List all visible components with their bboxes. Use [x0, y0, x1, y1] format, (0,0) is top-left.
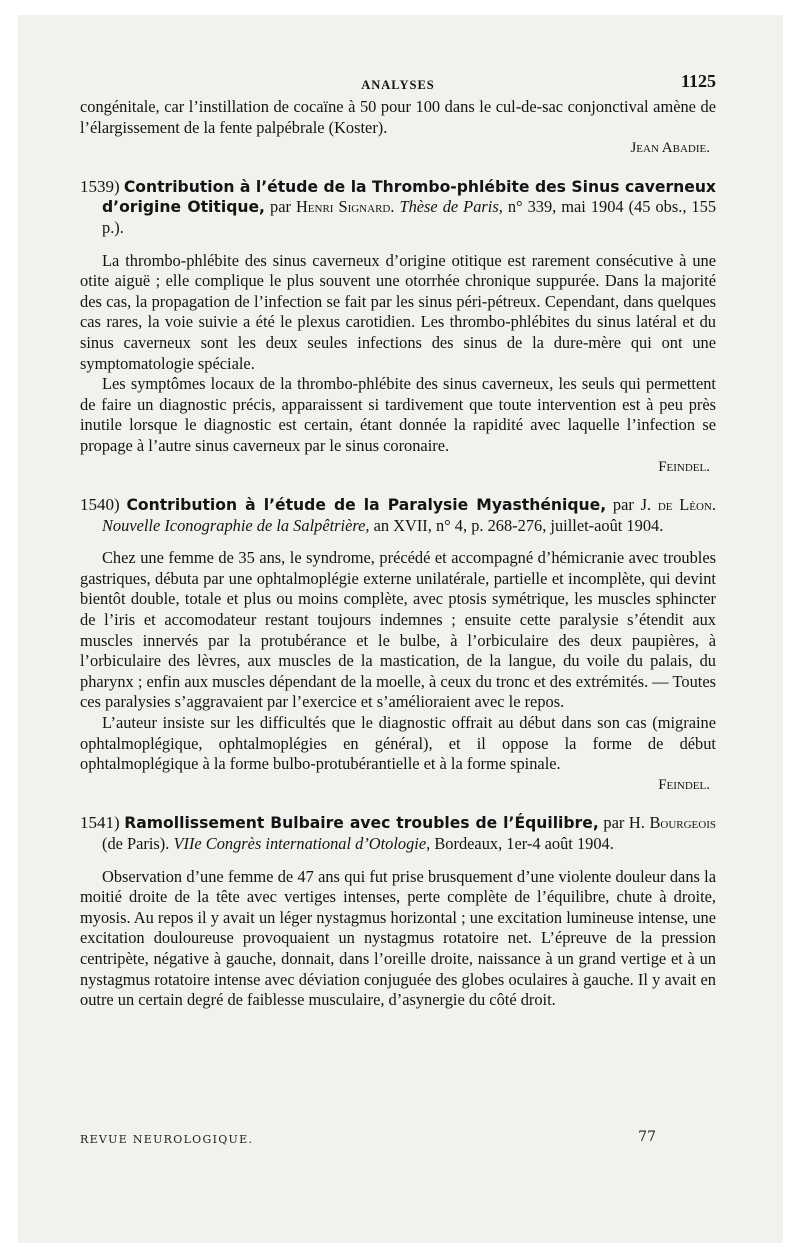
article-paragraph: La thrombo-phlébite des sinus caverneux d’origine otitique est rarement consécutive à une otite aiguë ; elle complique le plus souvent une otorrhée chronique suppurée. Dans la majorité des cas, la propagation de l’infection se fait par les sinus péri-pétreux. Cependant, dans quelques cas rares, la voie suivie a été le plexus carotidien. Les thrombo-phlébites du sinus latéral et du sinus caverneux sont les deux seules infections des sinus de la dure-mère qui ont une symptomatologie spéciale. — [80, 250, 716, 373]
author-prefix: par — [603, 813, 625, 833]
article-1539 — [80, 177, 716, 477]
article-author: J. de Léon. — [640, 495, 716, 515]
running-head-title: ANALYSES — [361, 78, 435, 92]
running-head — [80, 71, 716, 97]
page-footer — [80, 1129, 716, 1146]
footer-sheet-number: 77 — [638, 1129, 656, 1145]
intro-signature: Jean Abadie. — [630, 140, 710, 157]
article-number: 1539) — [80, 176, 120, 196]
article-paragraph: Chez une femme de 35 ans, le syndrome, précédé et accompagné d’hémicranie avec troubles gastriques, débuta par une ophtalmoplégie externe unilatérale, partielle et incomplète, qui devint bientôt double, totale et plus ou moins complète, avec ptosis symétrique, les muscles sphincter de l’iris et accomodateur restant toujours indemnes ; ensuite cette paralysie s’étendit aux muscles innervés par la protubérance et le bulbe, à l’orbiculaire des deux paupières, à l’orbiculaire des lèvres, aux muscles de la mastication, de la langue, du voile du palais, du pharynx ; enfin aux muscles dépendant de la moelle, à ceux du tronc et des extrémités. — Toutes ces paralysies s’aggravaient par l’exercice et s’amélioraient avec le repos. — [80, 548, 716, 712]
article-author: H. Bourgeois — [628, 813, 717, 833]
text-column — [80, 71, 716, 1011]
article-title: Ramollissement Bulbaire avec troubles de l’Équilibre, — [124, 814, 599, 833]
article-paragraph: Les symptômes locaux de la thrombo-phlébite des sinus caverneux, les seuls qui permettent de faire un diagnostic précis, apparaissent si tardivement que toute intervention est à peu près inutile lorsque le diagnostic est certain, étant donnée la rapidité avec laquelle l’infection se propage à l’autre sinus caverneux par le sinus coronaire. — [80, 374, 716, 455]
page-number: 1125 — [680, 71, 716, 91]
article-title: Contribution à l’étude de la Thrombo-phlébite des Sinus caverneux d’origine Otitique, — [102, 177, 716, 217]
footer-journal: REVUE NEUROLOGIQUE. — [80, 1133, 254, 1146]
article-title: Contribution à l’étude de la Paralysie Myasthénique, — [126, 496, 607, 515]
article-details: Bordeaux, 1er-4 août 1904. — [434, 834, 614, 853]
article-header — [80, 495, 716, 536]
article-source: Nouvelle Iconographie de la Salpêtrière, — [102, 515, 370, 535]
article-signature: Feindel. — [658, 776, 710, 793]
author-prefix: par — [612, 495, 634, 515]
article-details: an XVII, n° 4, p. 268-276, juillet-août 1904. — [373, 515, 664, 535]
article-source: VIIe Congrès international d’Otologie, — [173, 834, 431, 853]
article-header — [80, 813, 716, 854]
article-author: Henri Signard. — [295, 197, 395, 217]
article-header — [80, 177, 716, 239]
article-1540 — [80, 495, 716, 795]
article-1541 — [80, 813, 716, 1010]
article-signature: Feindel. — [658, 458, 710, 475]
article-paragraph: L’auteur insiste sur les difficultés que le diagnostic offrait au début dans son cas (migraine ophtalmoplégique, ophtalmoplégies en général), et il oppose la forme de début ophtalmoplégique à la forme bulbo-protubérantielle et à la forme spinale. — [80, 713, 716, 774]
article-details: n° 339, mai 1904 (45 obs., 155 p.). — [102, 197, 717, 237]
intro-paragraph: congénitale, car l’instillation de cocaïne à 50 pour 100 dans le cul-de-sac conjonctival amène de l’élargissement de la fente palpébrale (Koster). — [80, 97, 716, 137]
author-suffix: (de Paris). — [102, 834, 170, 853]
author-prefix: par — [270, 197, 291, 217]
article-paragraph: Observation d’une femme de 47 ans qui fut prise brusquement d’une violente douleur dans la moitié droite de la tête avec vertiges intenses, perte complète de l’équilibre, chute à droite, myosis. Au repos il y avait un léger nystagmus horizontal ; une excitation lumineuse intense, une excitation douloureuse provoquaient un nystagmus rotatoire net. L’épreuve de la pression centripète, négative à gauche, donnait, dans l’oreille droite, naissance à un grand vertige et à un nystagmus rotatoire intense avec déviation conjuguée des globes oculaires à gauche. Il y avait en outre un certain degré de faiblesse musculaire, d’asynergie du côté droit. — [80, 866, 716, 1010]
article-source: Thèse de Paris, — [399, 197, 503, 217]
article-number: 1541) — [80, 813, 120, 833]
article-number: 1540) — [80, 495, 120, 515]
page-scan — [18, 15, 783, 1243]
